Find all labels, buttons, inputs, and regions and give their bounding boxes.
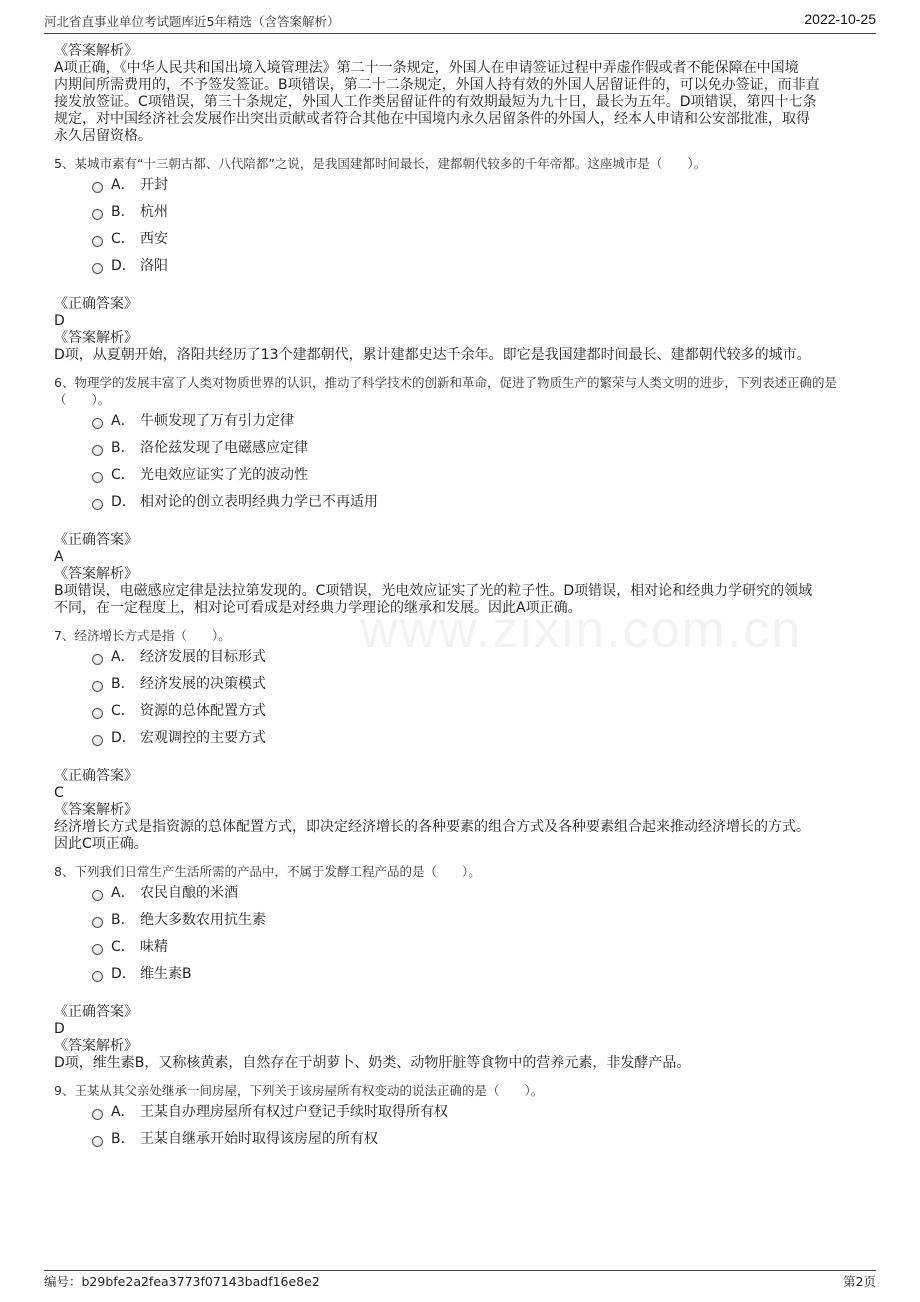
explanation-label: 《答案解析》 bbox=[54, 566, 138, 582]
option-list bbox=[92, 408, 866, 516]
radio-icon[interactable] bbox=[92, 890, 103, 901]
question-title: 9、王某从其父亲处继承一间房屋，下列关于该房屋所有权变动的说法正确的是（ ）。 bbox=[54, 1083, 544, 1098]
explanation-line: D项，从夏朝开始，洛阳共经历了13个建都朝代，累计建都史达千余年。即它是我国建都时间最长、建都朝代较多的城市。 bbox=[54, 347, 811, 363]
radio-icon[interactable] bbox=[92, 681, 103, 692]
answer-label: 《正确答案》 bbox=[54, 296, 138, 312]
answer-label: 《正确答案》 bbox=[54, 532, 138, 548]
answer-value: D bbox=[54, 1021, 65, 1037]
option-key: C． bbox=[111, 939, 135, 955]
option-text: 西安 bbox=[140, 231, 168, 247]
option-text: 维生素B bbox=[140, 966, 192, 982]
explanation-label: 《答案解析》 bbox=[54, 802, 138, 818]
question-title: 6、物理学的发展丰富了人类对物质世界的认识，推动了科学技术的创新和革命，促进了物质生产的繁荣与人类文明的进步，下列表述正确的是 bbox=[54, 375, 837, 390]
option-key: D． bbox=[111, 258, 136, 274]
option-d[interactable] bbox=[92, 725, 866, 752]
explanation-line: B项错误，电磁感应定律是法拉第发现的。C项错误，光电效应证实了光的粒子性。D项错误，相对论和经典力学研究的领域 bbox=[54, 583, 813, 599]
option-a[interactable] bbox=[92, 408, 866, 435]
explanation-line: 永久居留资格。 bbox=[54, 128, 152, 144]
option-a[interactable] bbox=[92, 880, 866, 907]
explanation-line: A项正确，《中华人民共和国出境入境管理法》第二十一条规定，外国人在申请签证过程中弄虚作假或者不能保障在中国境 bbox=[54, 60, 799, 76]
question-6 bbox=[54, 374, 866, 617]
explanation-line: 因此C项正确。 bbox=[54, 836, 148, 852]
option-b[interactable] bbox=[92, 199, 866, 226]
radio-icon[interactable] bbox=[92, 499, 103, 510]
option-list bbox=[92, 644, 866, 752]
header-divider bbox=[44, 33, 876, 34]
option-key: D． bbox=[111, 494, 136, 510]
document-title: 河北省直事业单位考试题库近5年精选（含答案解析） bbox=[44, 14, 340, 29]
radio-icon[interactable] bbox=[92, 1136, 103, 1147]
page-footer bbox=[44, 1272, 876, 1290]
explanation-line: 接发放签证。C项错误，第三十条规定，外国人工作类居留证件的有效期最短为九十日，最长为五年。D项错误，第四十七条 bbox=[54, 94, 817, 110]
option-key: A． bbox=[111, 1104, 135, 1120]
footer-divider bbox=[44, 1270, 876, 1271]
radio-icon[interactable] bbox=[92, 236, 103, 247]
page-number: 第2页 bbox=[843, 1274, 876, 1289]
option-c[interactable] bbox=[92, 934, 866, 961]
option-text: 农民自酿的米酒 bbox=[140, 885, 238, 901]
explanation-line: 不同，在一定程度上，相对论可看成是对经典力学理论的继承和发展。因此A项正确。 bbox=[54, 600, 582, 616]
option-text: 洛伦兹发现了电磁感应定律 bbox=[140, 440, 308, 456]
option-key: B． bbox=[111, 912, 135, 928]
question-title: 8、下列我们日常生产生活所需的产品中，不属于发酵工程产品的是（ ）。 bbox=[54, 864, 481, 879]
radio-icon[interactable] bbox=[92, 708, 103, 719]
question-title-cont: （ ）。 bbox=[54, 392, 111, 407]
option-text: 牛顿发现了万有引力定律 bbox=[140, 413, 294, 429]
option-key: B． bbox=[111, 676, 135, 692]
option-key: A． bbox=[111, 177, 135, 193]
question-title: 5、某城市素有“十三朝古都、八代陪都”之说，是我国建都时间最长，建都朝代较多的千年帝都。这座城市是（ ）。 bbox=[54, 156, 707, 171]
explanation-line: 内期间所需费用的，不予签发签证。B项错误，第二十二条规定，外国人持有效的外国人居留证件的，可以免办签证，而非直 bbox=[54, 77, 820, 93]
radio-icon[interactable] bbox=[92, 472, 103, 483]
option-d[interactable] bbox=[92, 489, 866, 516]
option-key: B． bbox=[111, 204, 135, 220]
option-key: A． bbox=[111, 649, 135, 665]
answer-label: 《正确答案》 bbox=[54, 768, 138, 784]
option-d[interactable] bbox=[92, 961, 866, 988]
question-9 bbox=[54, 1082, 866, 1153]
option-b[interactable] bbox=[92, 671, 866, 698]
explanation-label: 《答案解析》 bbox=[54, 1038, 138, 1054]
option-text: 经济发展的决策模式 bbox=[140, 676, 266, 692]
option-key: C． bbox=[111, 703, 135, 719]
page-content bbox=[54, 43, 866, 1153]
radio-icon[interactable] bbox=[92, 209, 103, 220]
document-code: 编号：b29bfe2a2fea3773f07143badf16e8e2 bbox=[44, 1274, 320, 1289]
option-key: B． bbox=[111, 1131, 135, 1147]
explanation-label: 《答案解析》 bbox=[54, 330, 138, 346]
option-text: 资源的总体配置方式 bbox=[140, 703, 266, 719]
radio-icon[interactable] bbox=[92, 654, 103, 665]
radio-icon[interactable] bbox=[92, 971, 103, 982]
option-c[interactable] bbox=[92, 226, 866, 253]
option-text: 绝大多数农用抗生素 bbox=[140, 912, 266, 928]
answer-value: D bbox=[54, 313, 65, 329]
document-date: 2022-10-25 bbox=[804, 11, 876, 27]
option-text: 王某自办理房屋所有权过户登记手续时取得所有权 bbox=[140, 1104, 448, 1120]
option-text: 味精 bbox=[140, 939, 168, 955]
radio-icon[interactable] bbox=[92, 735, 103, 746]
radio-icon[interactable] bbox=[92, 445, 103, 456]
option-b[interactable] bbox=[92, 907, 866, 934]
question-5 bbox=[54, 155, 866, 364]
question-7 bbox=[54, 627, 866, 853]
radio-icon[interactable] bbox=[92, 944, 103, 955]
radio-icon[interactable] bbox=[92, 263, 103, 274]
option-text: 相对论的创立表明经典力学已不再适用 bbox=[140, 494, 378, 510]
radio-icon[interactable] bbox=[92, 917, 103, 928]
option-list bbox=[92, 172, 866, 280]
option-a[interactable] bbox=[92, 1099, 866, 1126]
option-key: D． bbox=[111, 730, 136, 746]
option-text: 杭州 bbox=[140, 204, 168, 220]
option-text: 光电效应证实了光的波动性 bbox=[140, 467, 308, 483]
option-text: 宏观调控的主要方式 bbox=[140, 730, 266, 746]
option-key: A． bbox=[111, 885, 135, 901]
option-b[interactable] bbox=[92, 435, 866, 462]
radio-icon[interactable] bbox=[92, 418, 103, 429]
explanation-block bbox=[54, 43, 866, 145]
option-text: 王某自继承开始时取得该房屋的所有权 bbox=[140, 1131, 378, 1147]
answer-value: C bbox=[54, 785, 64, 801]
explanation-label: 《答案解析》 bbox=[54, 43, 138, 59]
option-key: C． bbox=[111, 231, 135, 247]
option-list bbox=[92, 1099, 866, 1153]
option-key: C． bbox=[111, 467, 135, 483]
option-c[interactable] bbox=[92, 462, 866, 489]
option-c[interactable] bbox=[92, 698, 866, 725]
explanation-line: D项，维生素B，又称核黄素，自然存在于胡萝卜、奶类、动物肝脏等食物中的营养元素，非发酵产品。 bbox=[54, 1055, 691, 1071]
option-key: B． bbox=[111, 440, 135, 456]
explanation-line: 经济增长方式是指资源的总体配置方式，即决定经济增长的各种要素的组合方式及各种要素组合起来推动经济增长的方式。 bbox=[54, 819, 810, 835]
option-a[interactable] bbox=[92, 172, 866, 199]
option-key: A． bbox=[111, 413, 135, 429]
radio-icon[interactable] bbox=[92, 1109, 103, 1120]
answer-value: A bbox=[54, 549, 64, 565]
option-text: 开封 bbox=[140, 177, 168, 193]
radio-icon[interactable] bbox=[92, 182, 103, 193]
page-header bbox=[44, 12, 876, 32]
option-a[interactable] bbox=[92, 644, 866, 671]
option-text: 经济发展的目标形式 bbox=[140, 649, 266, 665]
question-title: 7、经济增长方式是指（ ）。 bbox=[54, 628, 231, 643]
option-key: D． bbox=[111, 966, 136, 982]
question-8 bbox=[54, 863, 866, 1072]
answer-label: 《正确答案》 bbox=[54, 1004, 138, 1020]
option-d[interactable] bbox=[92, 253, 866, 280]
option-text: 洛阳 bbox=[140, 258, 168, 274]
option-b[interactable] bbox=[92, 1126, 866, 1153]
option-list bbox=[92, 880, 866, 988]
explanation-line: 规定，对中国经济社会发展作出突出贡献或者符合其他在中国境内永久居留条件的外国人，经本人申请和公安部批准，取得 bbox=[54, 111, 810, 127]
